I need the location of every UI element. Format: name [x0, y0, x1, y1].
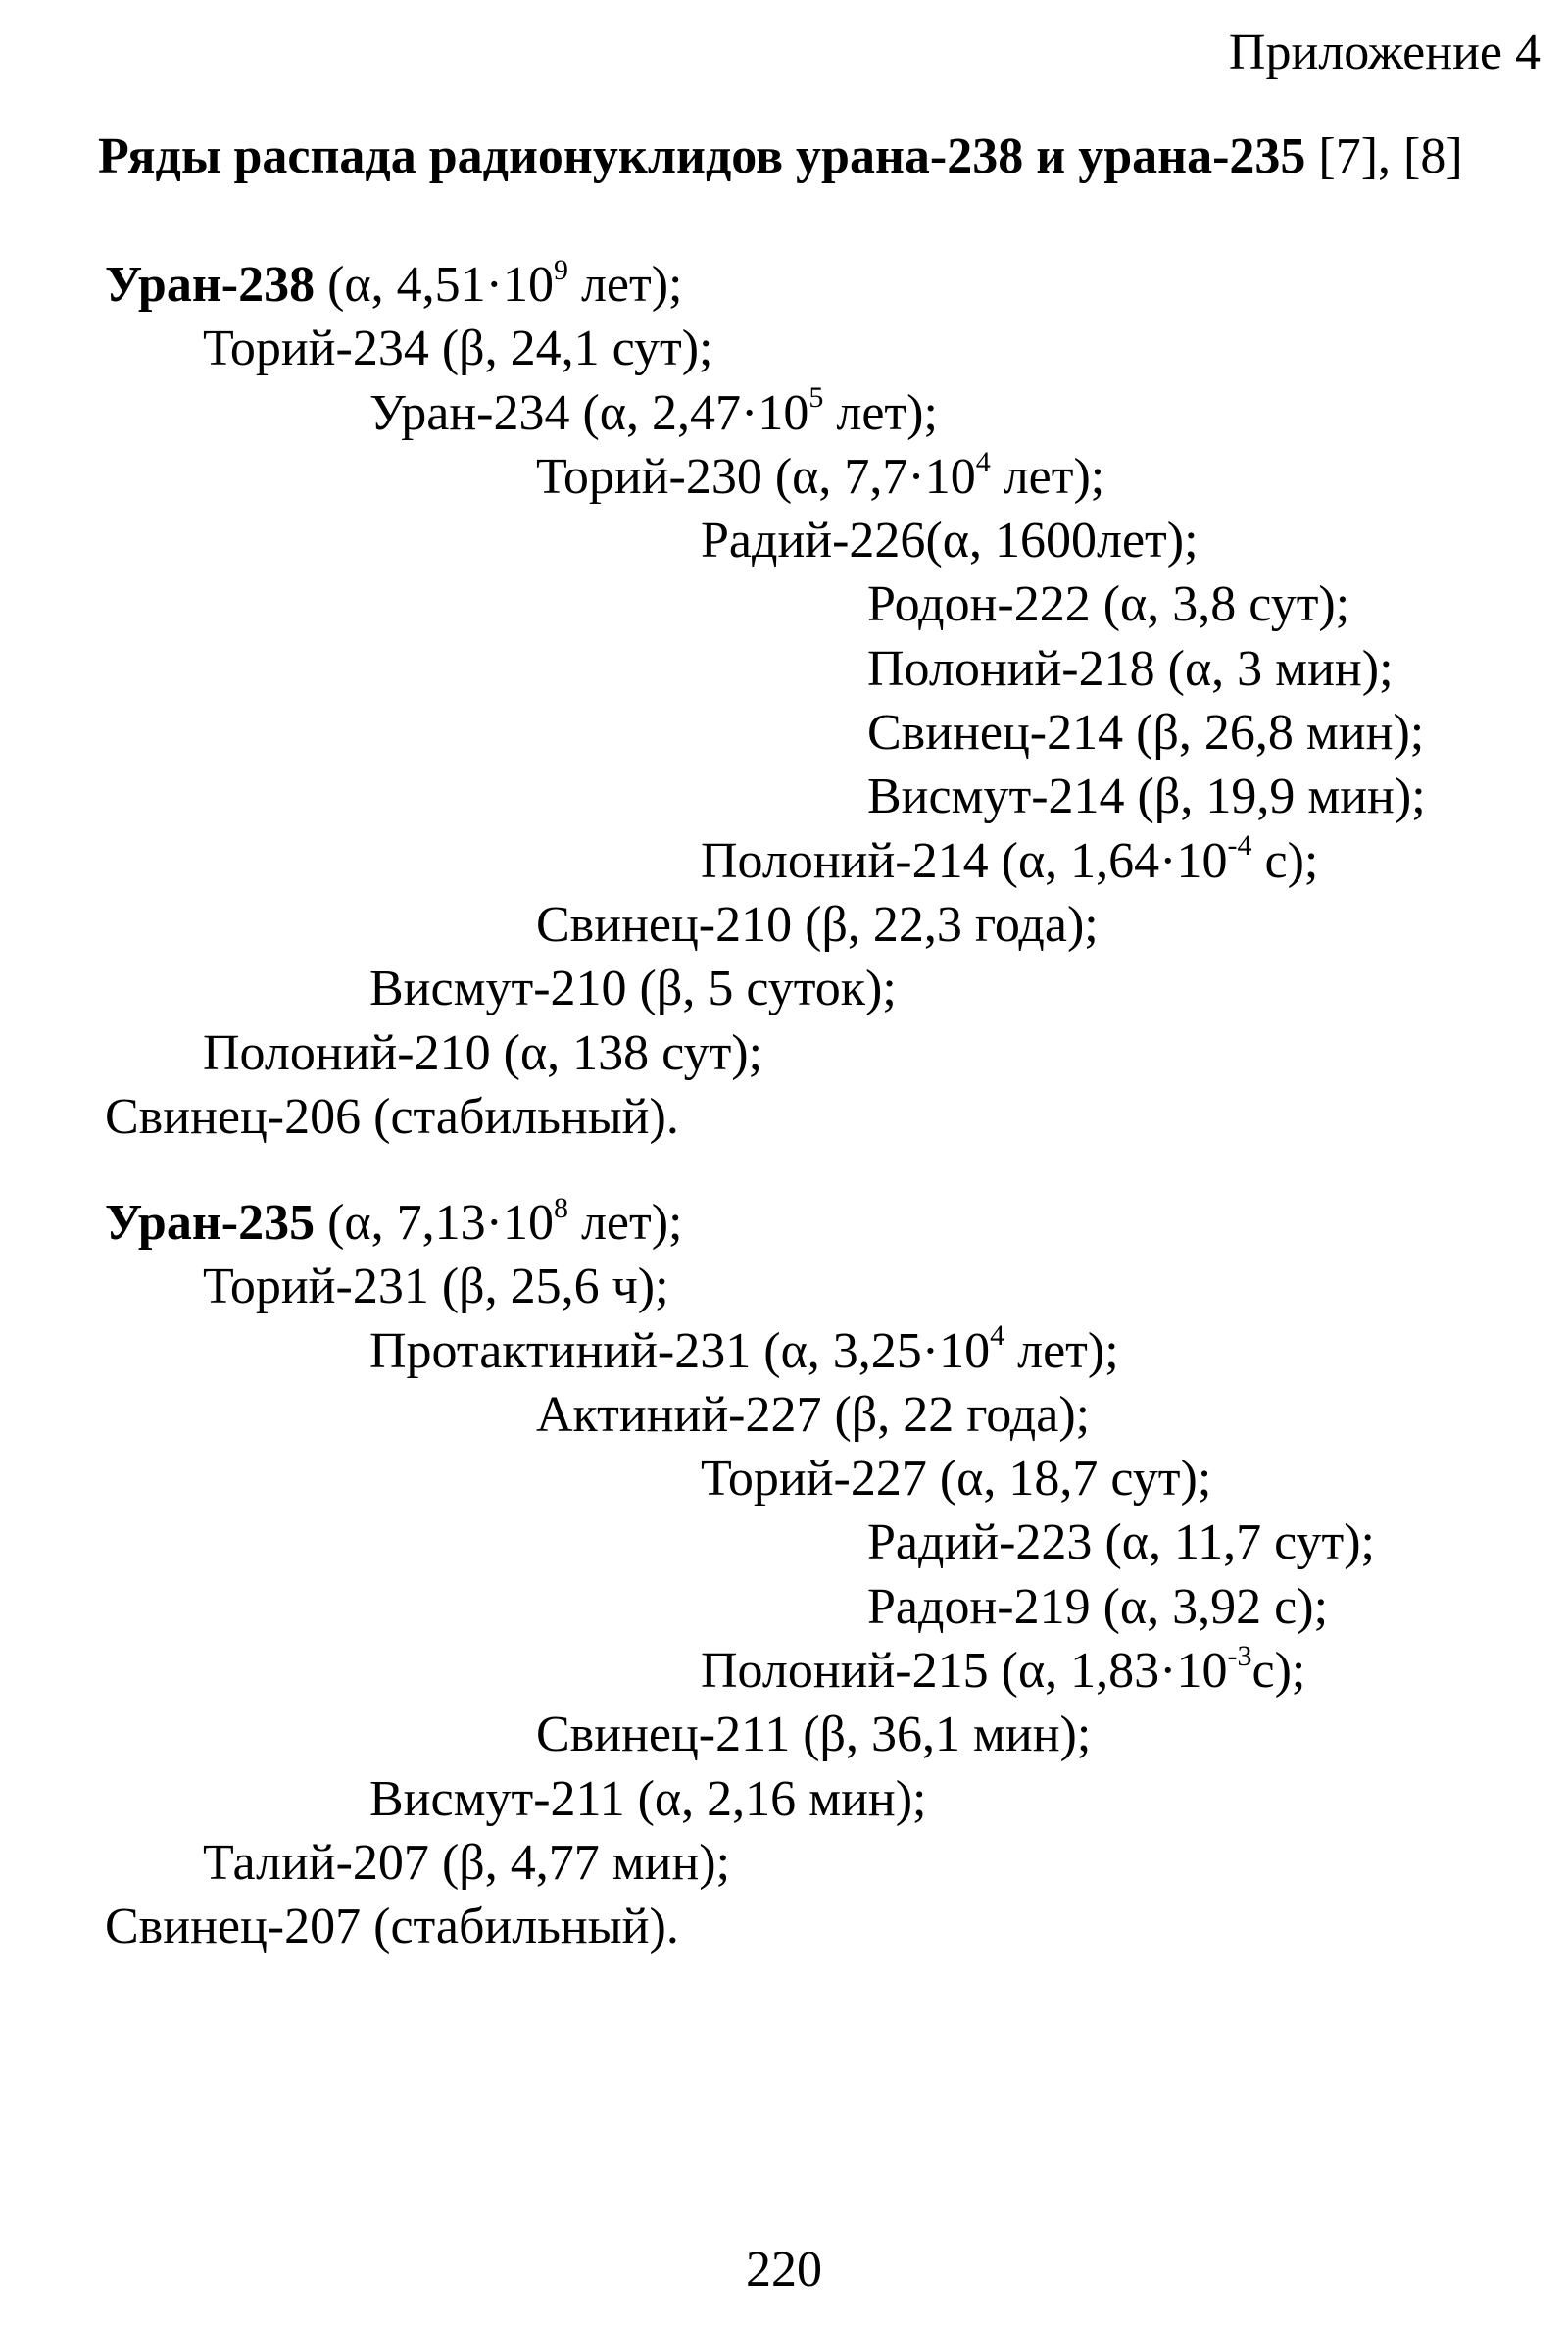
decay-info: (стабильный).: [361, 1899, 679, 1955]
nuclide-name: Протактиний-231: [369, 1322, 752, 1379]
appendix-label: Приложение 4: [1228, 25, 1541, 80]
nuclide-name: Свинец-210: [536, 896, 793, 953]
page-title-refs: [7], [8]: [1305, 128, 1463, 184]
decay-line: [105, 1021, 1426, 1085]
decay-info: (β, 5 суток);: [626, 961, 897, 1017]
nuclide-name: Талий-207: [203, 1834, 429, 1891]
decay-info: (β, 25,6 ч);: [428, 1259, 669, 1315]
nuclide-name: Радон-219: [867, 1578, 1091, 1635]
decay-line: [105, 1085, 1426, 1149]
decay-info: (β, 22,3 года);: [792, 896, 1099, 953]
decay-info-tail: лет);: [567, 1195, 683, 1251]
decay-info: (α, 1,83·10: [988, 1643, 1228, 1700]
decay-line: [105, 893, 1426, 957]
nuclide-name: Торий-234: [203, 321, 429, 377]
decay-info: (β, 4,77 мин);: [428, 1834, 731, 1891]
decay-line: [105, 1831, 1375, 1895]
half-life-exponent: 9: [553, 253, 568, 286]
decay-info-tail: с);: [1251, 1643, 1306, 1700]
nuclide-name: Уран-234: [369, 384, 570, 441]
decay-info: (стабильный).: [361, 1088, 679, 1145]
decay-line: [105, 1319, 1375, 1383]
decay-line: [105, 1575, 1375, 1639]
decay-line: [105, 1447, 1375, 1510]
nuclide-name: Актиний-227: [536, 1386, 822, 1443]
decay-info: (α, 1600лет);: [925, 513, 1199, 569]
decay-info-tail: лет);: [990, 448, 1105, 505]
nuclide-name: Радий-226: [701, 513, 926, 569]
decay-info: (β, 36,1 мин);: [790, 1707, 1092, 1763]
decay-series-uranium-235: [105, 1191, 1375, 1959]
nuclide-name: Уран-238: [105, 257, 316, 313]
decay-info: (α, 2,47·10: [569, 384, 809, 441]
decay-line: [105, 765, 1426, 828]
page-title: [98, 127, 1463, 186]
decay-info-tail: с);: [1251, 832, 1319, 889]
decay-line: [105, 1255, 1375, 1318]
decay-line: [105, 701, 1426, 765]
decay-info: (α, 3,8 сут);: [1090, 576, 1350, 633]
half-life-exponent: 4: [975, 445, 991, 478]
decay-line: [105, 1639, 1375, 1703]
decay-line: [105, 1767, 1375, 1831]
decay-info: (α, 7,13·10: [315, 1195, 554, 1251]
nuclide-name: Висмут-210: [369, 961, 627, 1017]
decay-line: [105, 829, 1426, 893]
decay-info-tail: лет);: [1004, 1322, 1119, 1379]
half-life-exponent: -4: [1227, 829, 1252, 863]
decay-info: (α, 3,25·10: [751, 1322, 991, 1379]
decay-series-uranium-238: [105, 253, 1426, 1149]
nuclide-name: Свинец-207: [105, 1899, 362, 1955]
decay-info: (α, 3 мин);: [1154, 640, 1394, 697]
nuclide-name: Полоний-210: [203, 1024, 491, 1081]
decay-info: (α, 11,7 сут);: [1092, 1514, 1375, 1571]
nuclide-name: Торий-230: [536, 448, 762, 505]
decay-info: (α, 3,92 с);: [1090, 1578, 1329, 1635]
decay-line: [105, 1895, 1375, 1958]
page-number: 220: [746, 2242, 822, 2298]
decay-line: [105, 1703, 1375, 1766]
half-life-exponent: 5: [808, 381, 824, 415]
nuclide-name: Полоний-218: [867, 640, 1155, 697]
decay-info: (β, 19,9 мин);: [1124, 768, 1426, 825]
decay-info-tail: лет);: [567, 257, 683, 313]
decay-info: (α, 7,7·10: [761, 448, 976, 505]
decay-info: (α, 18,7 сут);: [926, 1451, 1212, 1508]
decay-info: (α, 2,16 мин);: [624, 1770, 927, 1827]
decay-info: (α, 138 сут);: [490, 1024, 763, 1081]
decay-info-tail: лет);: [823, 384, 938, 441]
nuclide-name: Полоний-214: [701, 832, 989, 889]
decay-line: [105, 957, 1426, 1020]
nuclide-name: Радий-223: [867, 1514, 1093, 1571]
nuclide-name: Висмут-214: [867, 768, 1125, 825]
nuclide-name: Торий-227: [701, 1451, 927, 1508]
decay-line: [105, 317, 1426, 380]
decay-line: [105, 1510, 1375, 1574]
decay-info: (β, 22 года);: [821, 1386, 1091, 1443]
decay-line: [105, 572, 1426, 636]
decay-line: [105, 381, 1426, 445]
decay-info: (α, 4,51·10: [315, 257, 554, 313]
nuclide-name: Уран-235: [105, 1195, 316, 1251]
half-life-exponent: 8: [553, 1191, 568, 1224]
decay-info: (β, 24,1 сут);: [428, 321, 713, 377]
half-life-exponent: 4: [990, 1319, 1005, 1353]
decay-line: [105, 445, 1426, 509]
half-life-exponent: -3: [1227, 1639, 1252, 1672]
nuclide-name: Свинец-214: [867, 705, 1124, 762]
nuclide-name: Полоний-215: [701, 1643, 989, 1700]
nuclide-name: Свинец-206: [105, 1088, 362, 1145]
decay-info: (α, 1,64·10: [988, 832, 1228, 889]
decay-line: [105, 509, 1426, 572]
nuclide-name: Торий-231: [203, 1259, 429, 1315]
decay-line: [105, 1191, 1375, 1255]
decay-line: [105, 637, 1426, 701]
decay-line: [105, 253, 1426, 317]
page-title-main: Ряды распада радионуклидов урана-238 и урана-235: [98, 128, 1306, 184]
decay-line: [105, 1383, 1375, 1447]
decay-info: (β, 26,8 мин);: [1123, 705, 1425, 762]
nuclide-name: Родон-222: [867, 576, 1091, 633]
nuclide-name: Свинец-211: [536, 1707, 791, 1763]
nuclide-name: Висмут-211: [369, 1770, 625, 1827]
